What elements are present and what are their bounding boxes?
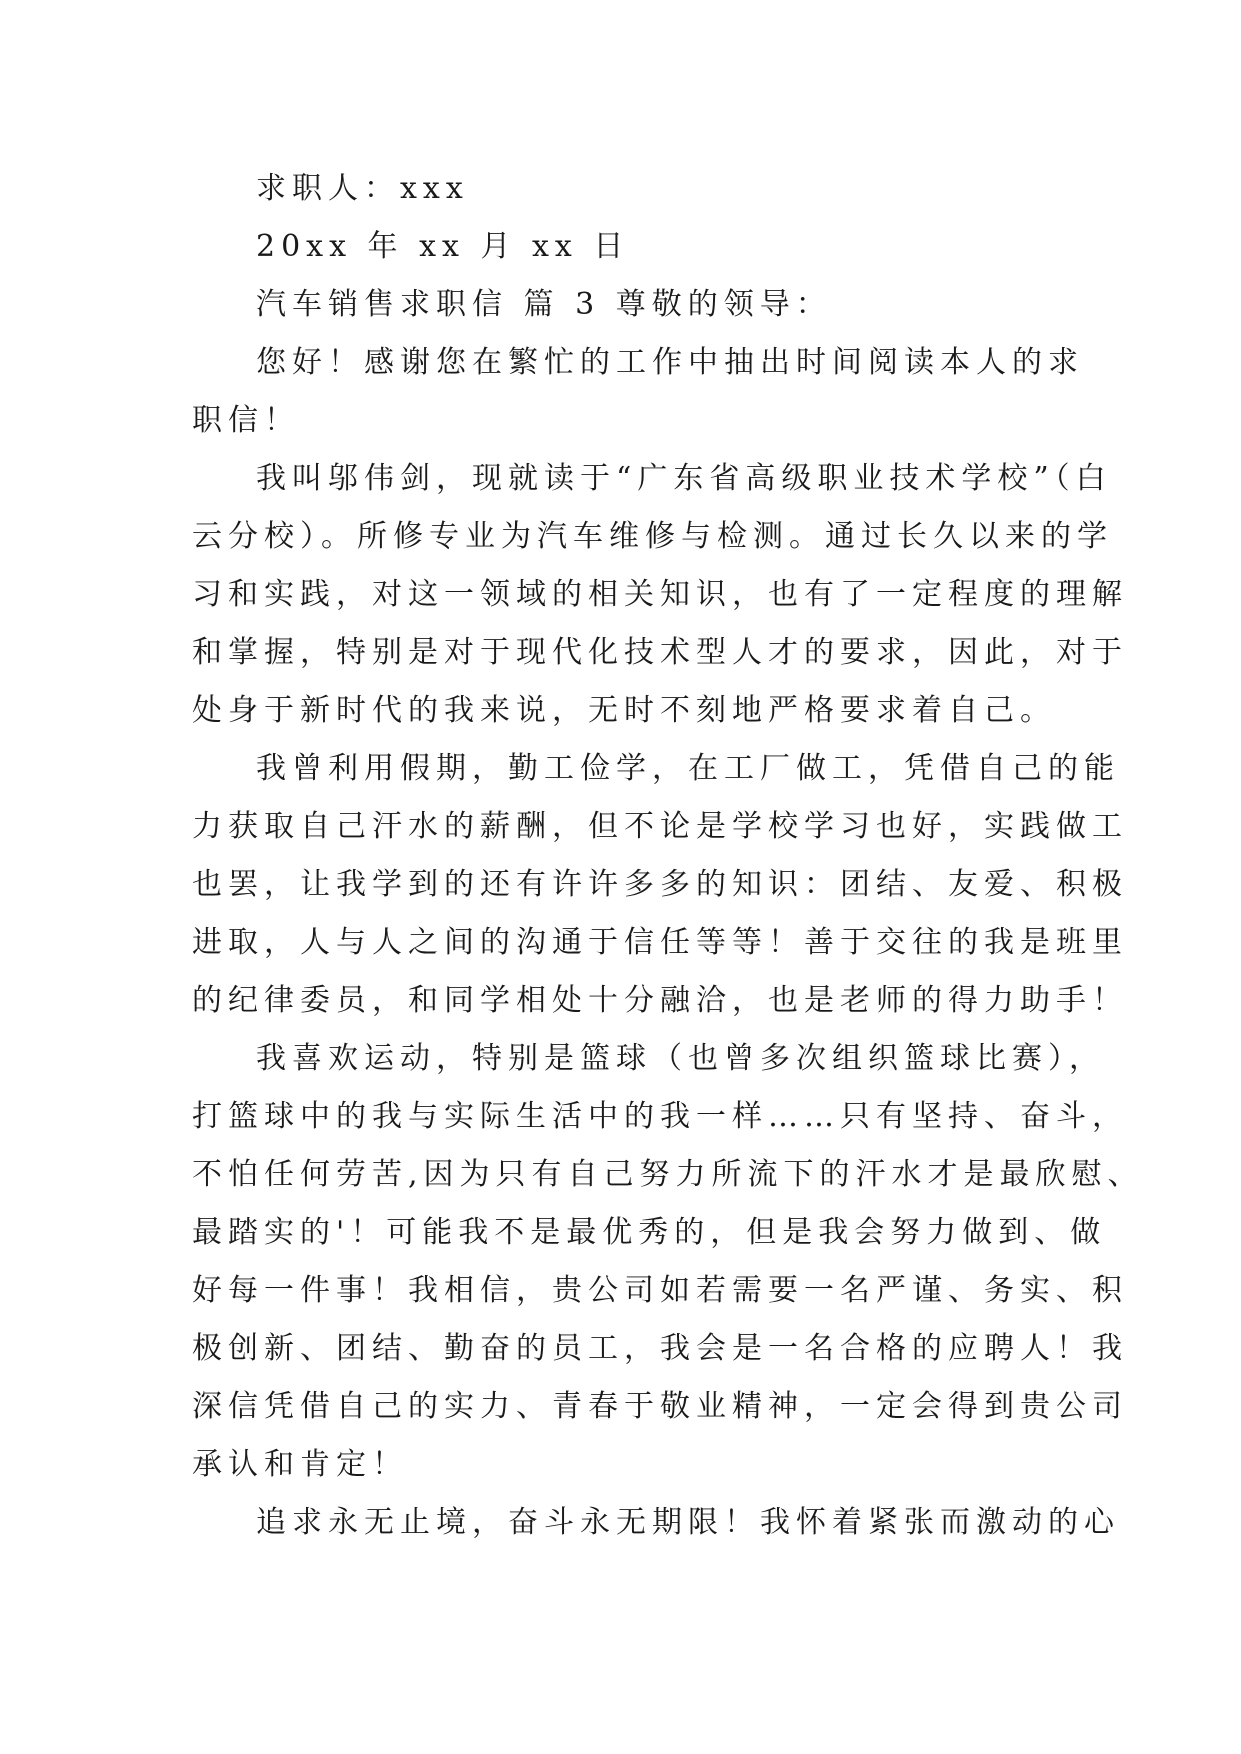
paragraph-line: 我曾利用假期，勤工俭学，在工厂做工，凭借自己的能 bbox=[256, 751, 1120, 786]
paragraph-line: 不怕任何劳苦,因为只有自己努力所流下的汗水才是最欣慰、 bbox=[192, 1157, 1144, 1192]
letter-body bbox=[192, 160, 1144, 1552]
paragraph-line: 好每一件事！我相信，贵公司如若需要一名严谨、务实、积 bbox=[192, 1273, 1128, 1308]
applicant-line: 求职人：xxx bbox=[256, 171, 469, 206]
paragraph-line: 追求永无止境，奋斗永无期限！我怀着紧张而激动的心 bbox=[256, 1505, 1120, 1540]
paragraph-line: 力获取自己汗水的薪酬，但不论是学校学习也好，实践做工 bbox=[192, 809, 1128, 844]
paragraph-line: 极创新、团结、勤奋的员工，我会是一名合格的应聘人！我 bbox=[192, 1331, 1128, 1366]
paragraph-line: 我叫邬伟剑，现就读于“广东省高级职业技术学校”（白 bbox=[256, 461, 1112, 496]
paragraph-line: 职信！ bbox=[192, 403, 300, 438]
paragraph-line: 也罢，让我学到的还有许许多多的知识：团结、友爱、积极 bbox=[192, 867, 1128, 902]
paragraph-line: 云分校）。所修专业为汽车维修与检测。通过长久以来的学 bbox=[192, 519, 1113, 554]
paragraph-line: 和掌握，特别是对于现代化技术型人才的要求，因此，对于 bbox=[192, 635, 1128, 670]
paragraph-line: 承认和肯定！ bbox=[192, 1447, 408, 1482]
paragraph-line: 处身于新时代的我来说，无时不刻地严格要求着自己。 bbox=[192, 693, 1056, 728]
paragraph-line: 的纪律委员，和同学相处十分融洽，也是老师的得力助手！ bbox=[192, 983, 1128, 1018]
date-line: 20xx 年 xx 月 xx 日 bbox=[256, 229, 630, 264]
paragraph-line: 您好！感谢您在繁忙的工作中抽出时间阅读本人的求 bbox=[256, 345, 1084, 380]
paragraph-line: 习和实践，对这一领域的相关知识，也有了一定程度的理解 bbox=[192, 577, 1128, 612]
paragraph-line: 深信凭借自己的实力、青春于敬业精神，一定会得到贵公司 bbox=[192, 1389, 1128, 1424]
paragraph-line: 打篮球中的我与实际生活中的我一样……只有坚持、奋斗， bbox=[192, 1099, 1128, 1134]
section-heading: 汽车销售求职信 篇 3 尊敬的领导： bbox=[256, 287, 832, 322]
paragraph-line: 进取，人与人之间的沟通于信任等等！善于交往的我是班里 bbox=[192, 925, 1128, 960]
paragraph-line: 我喜欢运动，特别是篮球（也曾多次组织篮球比赛）， bbox=[256, 1041, 1105, 1076]
paragraph-line: 最踏实的'！可能我不是最优秀的，但是我会努力做到、做 bbox=[192, 1215, 1107, 1250]
